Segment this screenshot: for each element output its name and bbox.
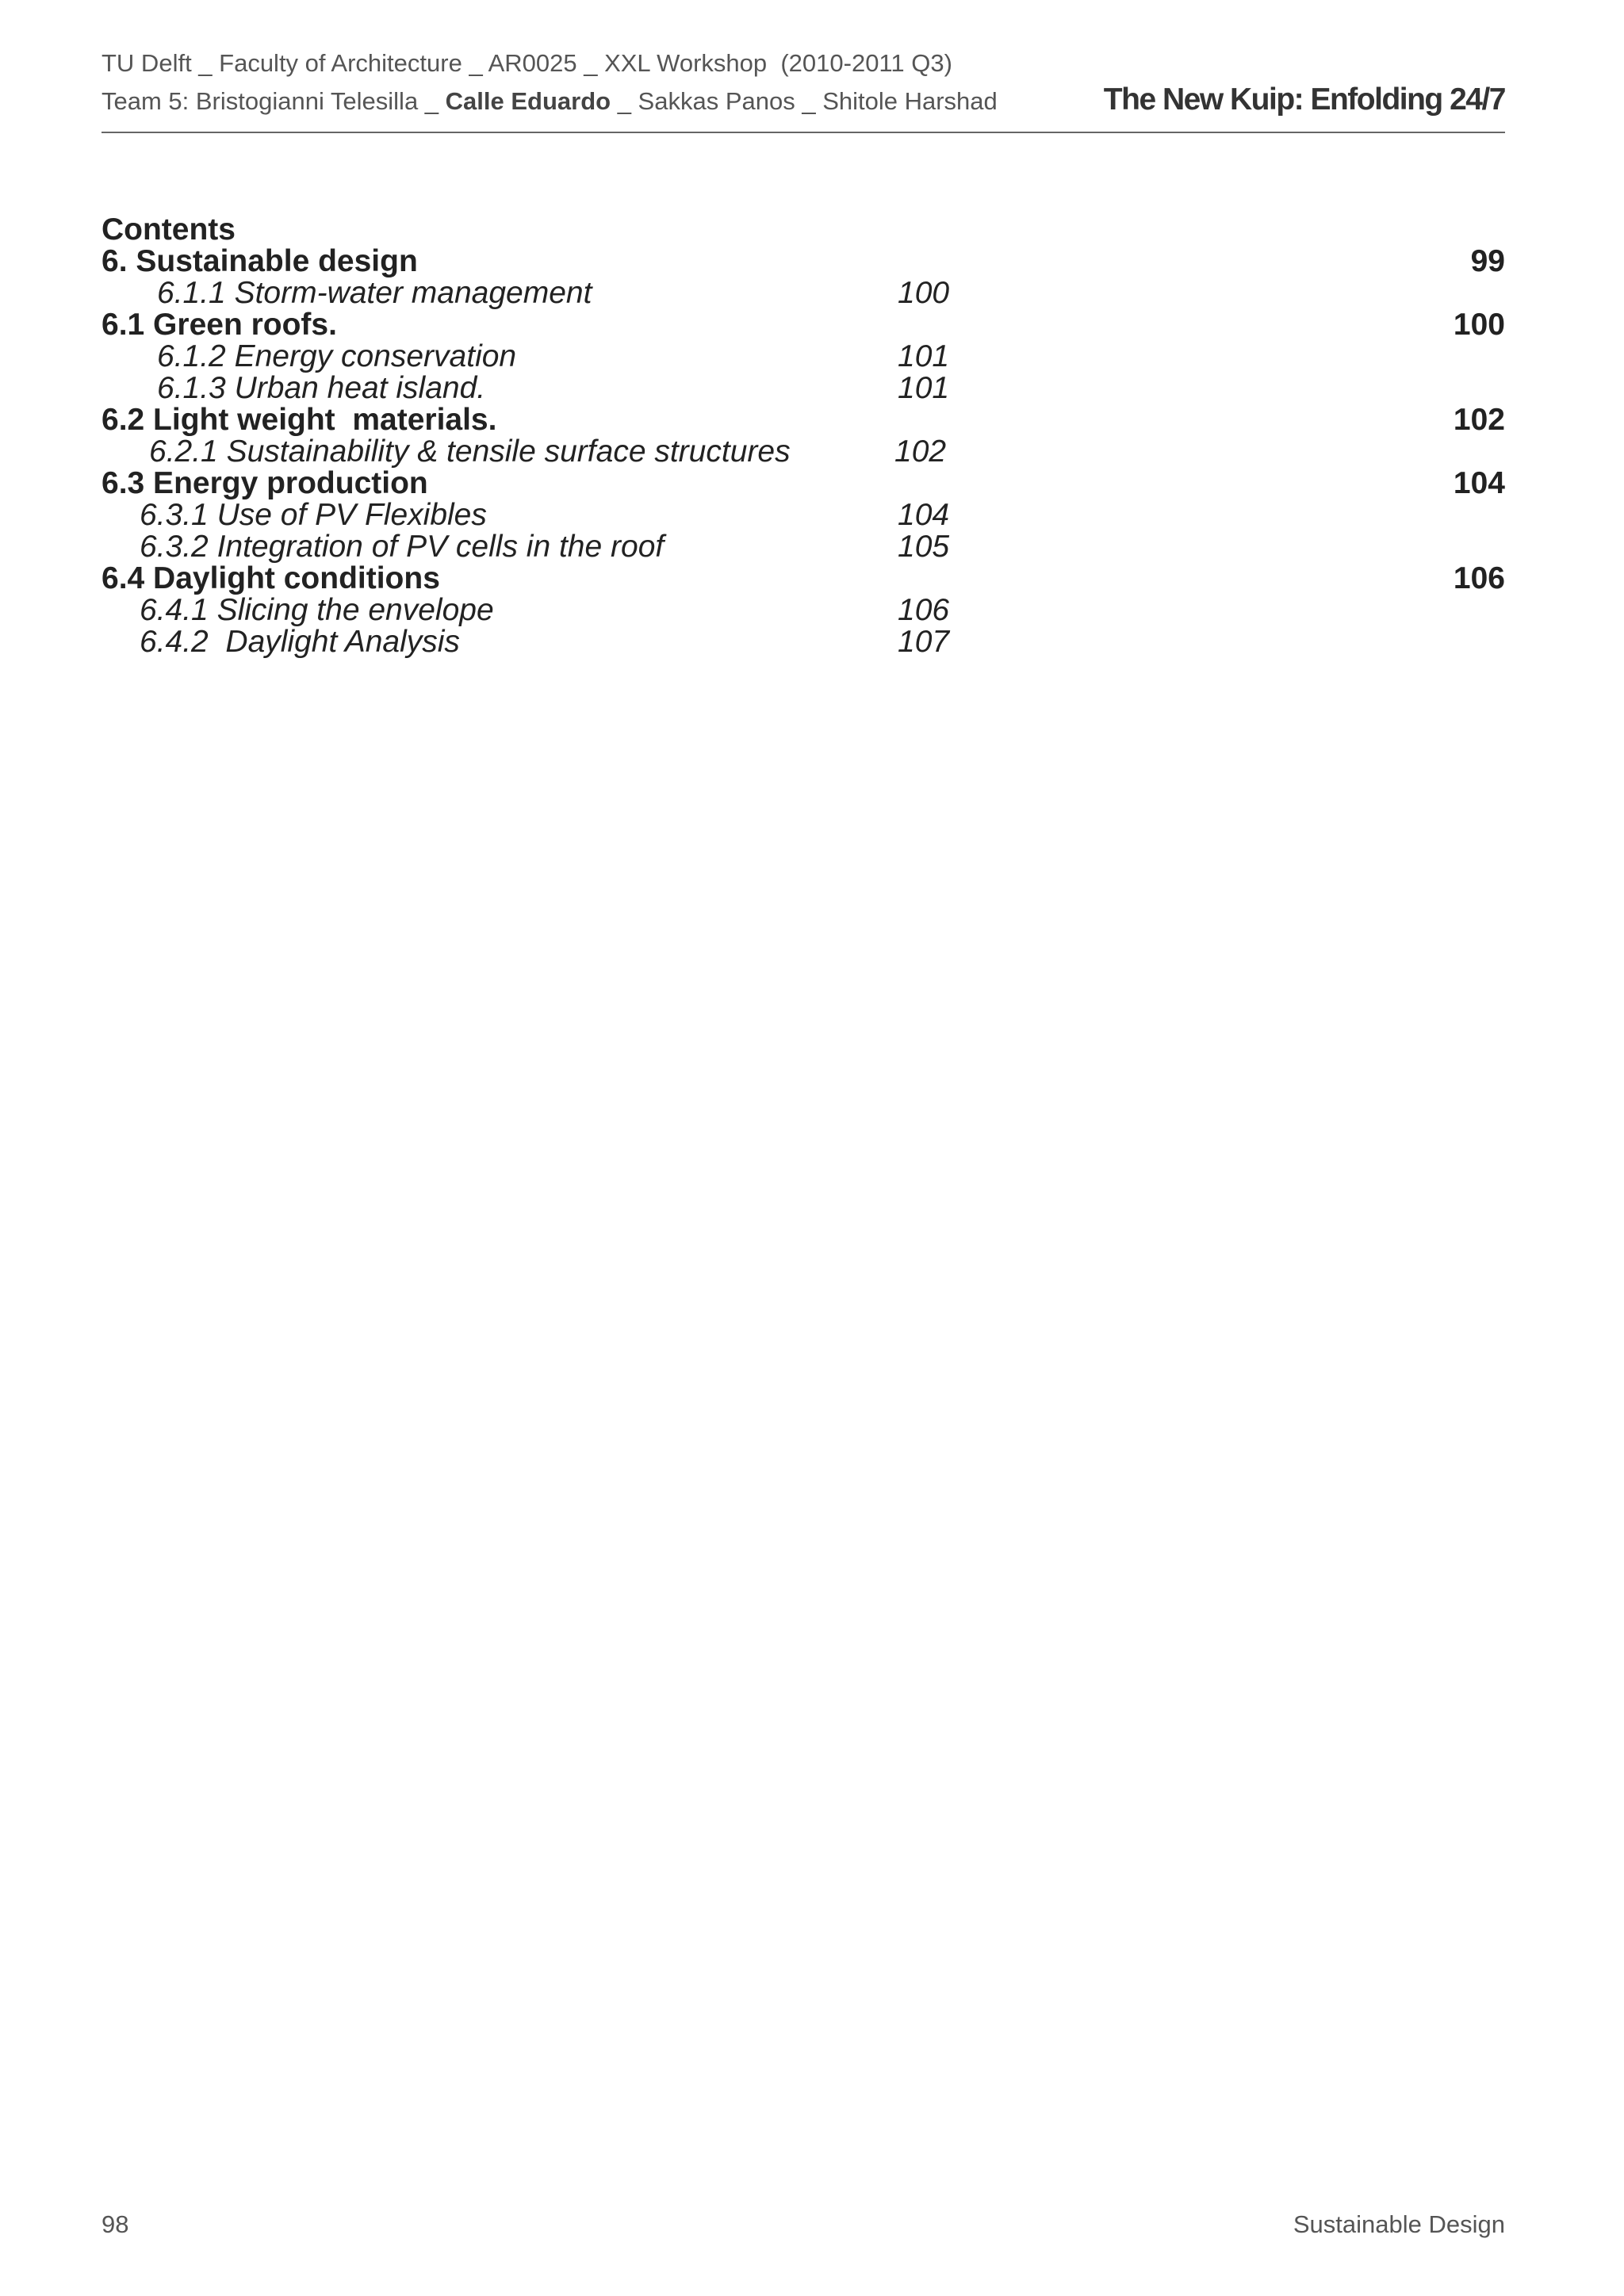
toc-subsection-label: 6.3.1 Use of PV Flexibles <box>140 498 487 532</box>
toc-subsection-label: 6.4.2 Daylight Analysis <box>140 625 460 659</box>
toc-subsection-label: 6.2.1 Sustainability & tensile surface structures <box>149 434 791 469</box>
toc-subsection-label: 6.4.1 Slicing the envelope <box>140 593 494 627</box>
toc-subsection-page: 102 <box>894 434 947 469</box>
toc-subsection-page: 100 <box>898 276 950 310</box>
table-of-contents <box>0 0 1624 714</box>
team-members-suffix: _ Sakkas Panos _ Shitole Harshad <box>611 87 998 115</box>
team-member-highlighted: Calle Eduardo <box>445 87 611 115</box>
toc-subsection-label: 6.1.3 Urban heat island. <box>157 371 486 405</box>
toc-subsection-page: 104 <box>898 498 950 532</box>
toc-subsection-page: 101 <box>898 371 950 405</box>
toc-subsection-page: 101 <box>898 339 950 373</box>
footer-section-name: Sustainable Design <box>1293 2210 1505 2238</box>
toc-section-label: 6.1 Green roofs. <box>102 308 337 342</box>
toc-section-label: 6. Sustainable design <box>102 244 418 278</box>
toc-subsection-page: 107 <box>898 625 950 659</box>
toc-section-label: 6.4 Daylight conditions <box>102 561 440 595</box>
team-members-prefix: Team 5: Bristogianni Telesilla _ <box>102 87 446 115</box>
toc-section-page: 102 <box>1453 403 1505 437</box>
toc-subsection-page: 106 <box>898 593 950 627</box>
toc-section-page: 99 <box>1470 244 1505 278</box>
toc-subsection-label: 6.3.2 Integration of PV cells in the roof <box>140 530 665 564</box>
toc-subsection-page: 105 <box>898 530 950 564</box>
project-title: The New Kuip: Enfolding 24/7 <box>1103 82 1505 117</box>
toc-section-page: 104 <box>1453 466 1505 500</box>
toc-section-page: 100 <box>1453 308 1505 342</box>
contents-heading: Contents <box>102 212 236 247</box>
toc-subsection-label: 6.1.2 Energy conservation <box>157 339 517 373</box>
toc-section-page: 106 <box>1453 561 1505 595</box>
header-institution-line: TU Delft _ Faculty of Architecture _ AR0025 _ XXL Workshop (2010-2011 Q3) <box>102 49 952 77</box>
page-number: 98 <box>102 2210 129 2238</box>
toc-section-label: 6.3 Energy production <box>102 466 428 500</box>
toc-section-label: 6.2 Light weight materials. <box>102 403 497 437</box>
toc-subsection-label: 6.1.1 Storm-water management <box>157 276 592 310</box>
